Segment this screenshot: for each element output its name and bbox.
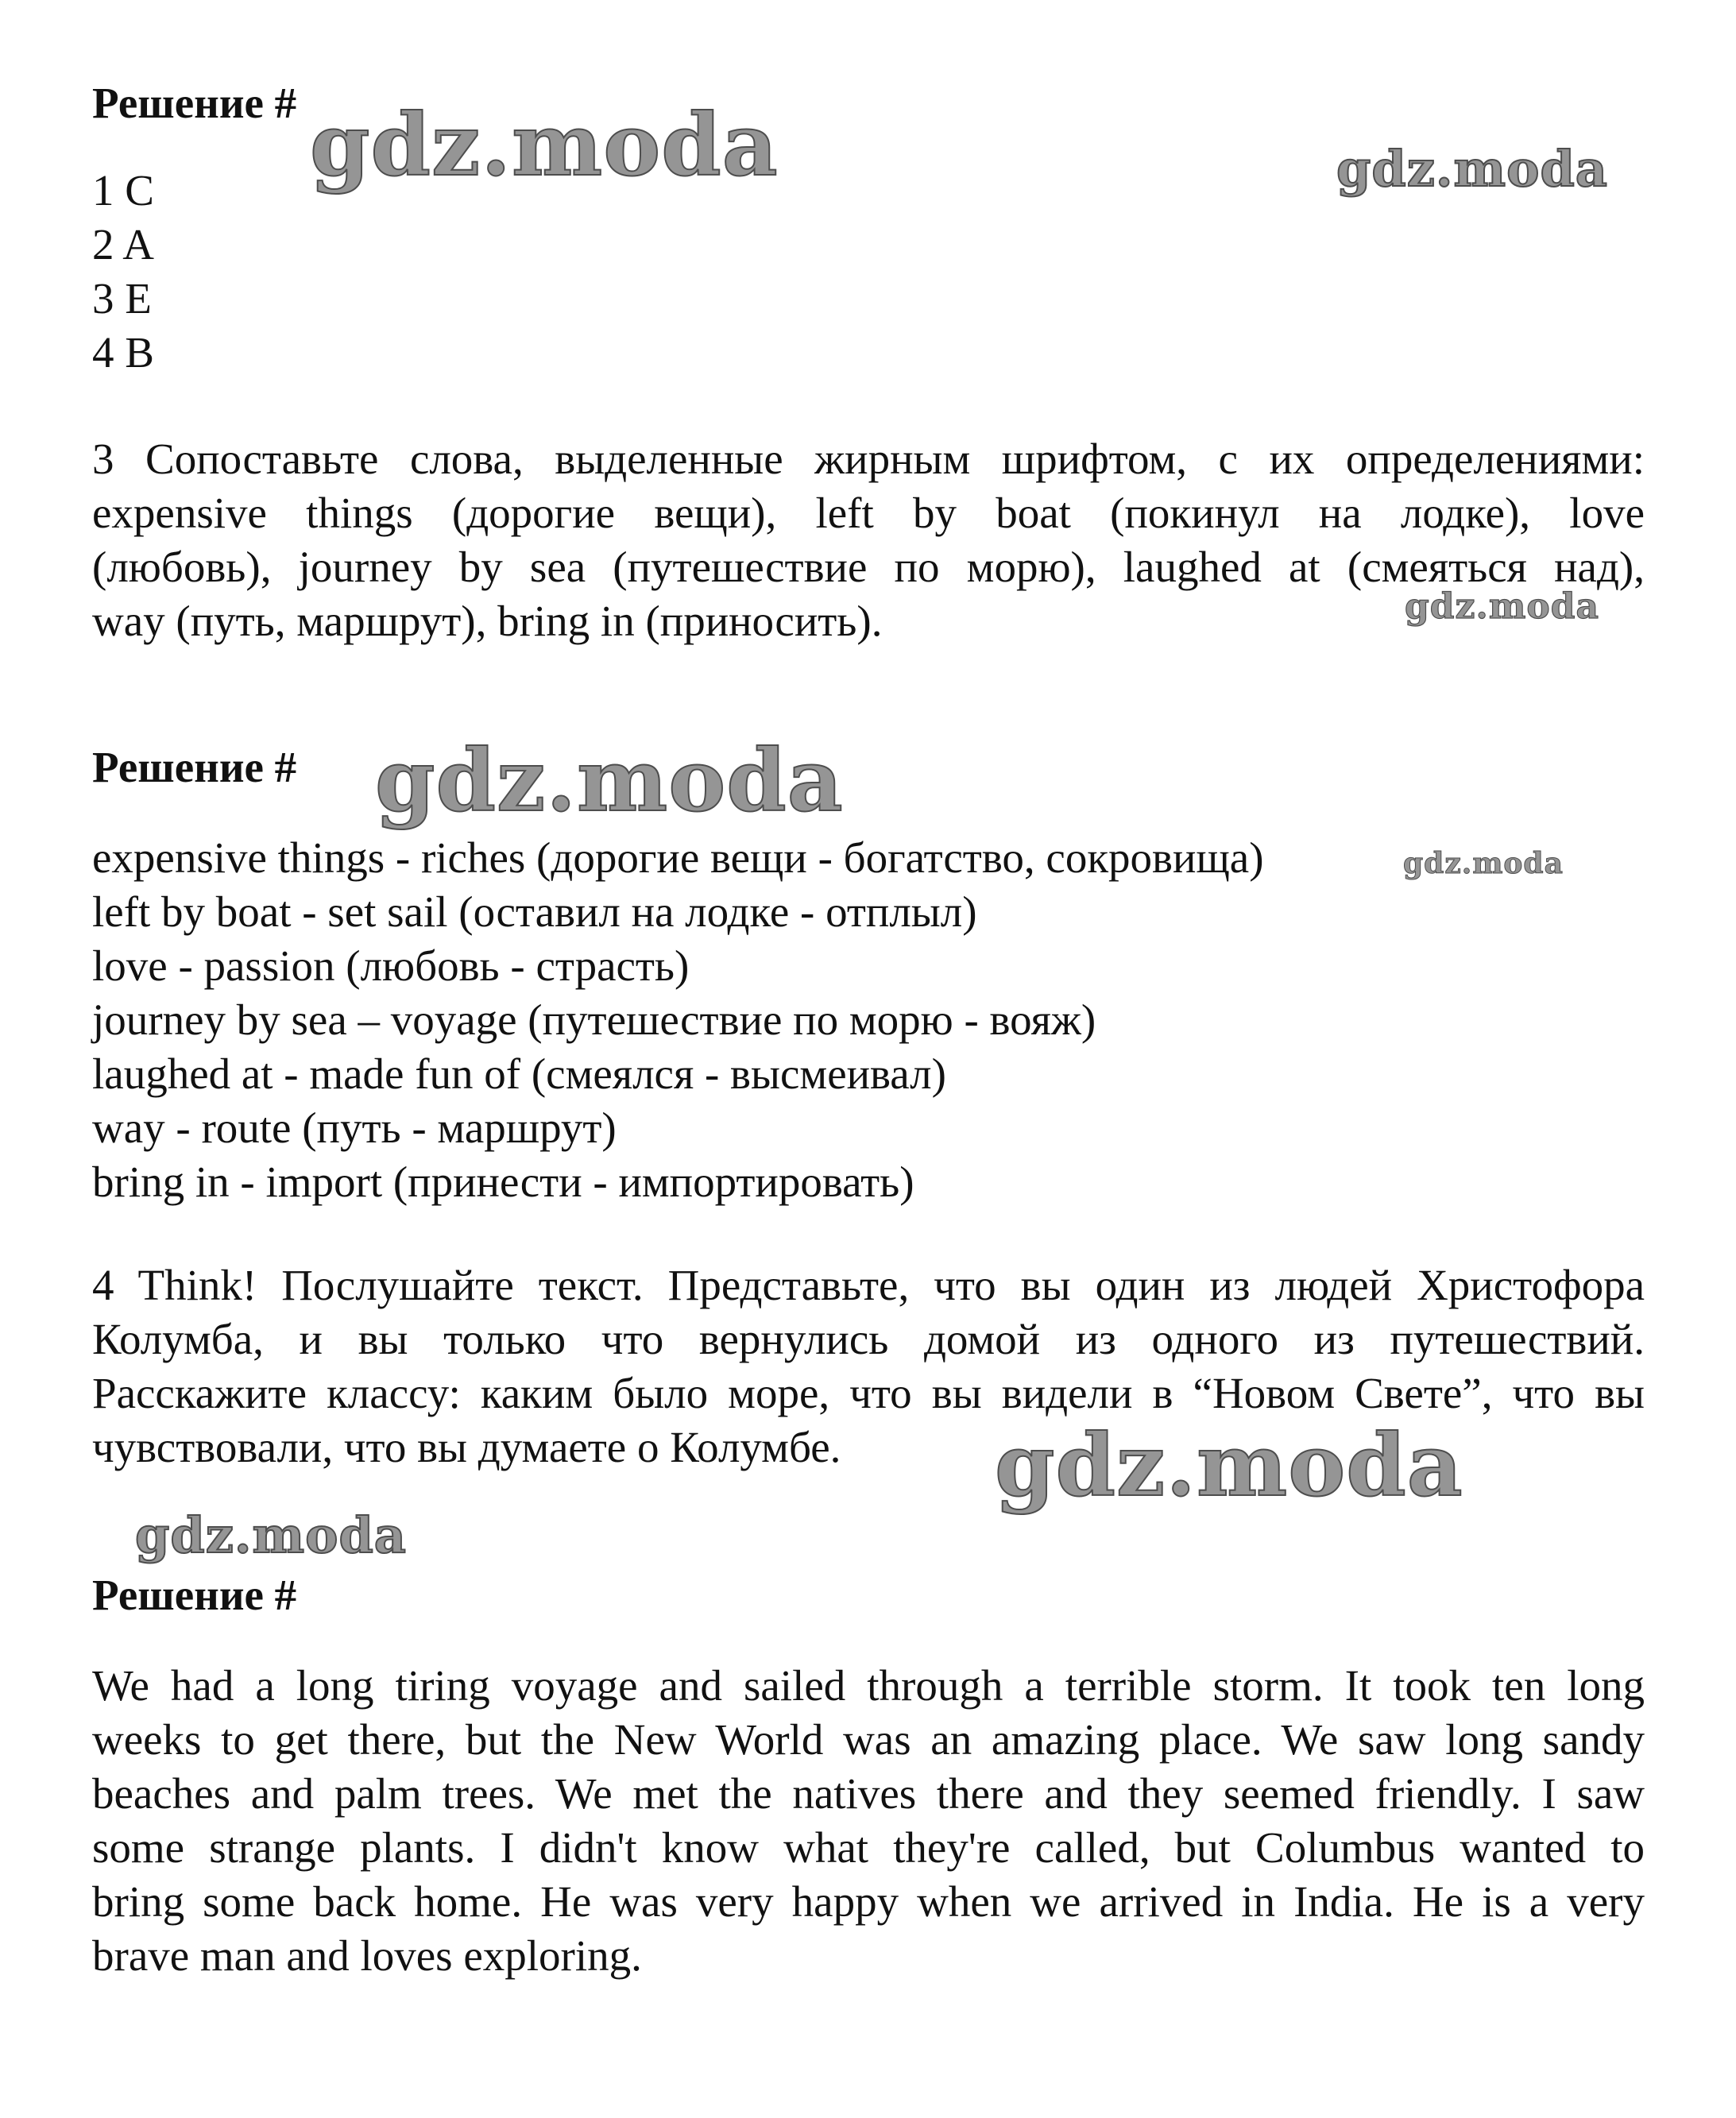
task-4-line: Колумба, и вы только что вернулись домой из одного из путешествий. (92, 1315, 1645, 1363)
match-line: way - route (путь - маршрут) (92, 1103, 617, 1152)
match-line: love - passion (любовь - страсть) (92, 941, 690, 990)
task-4-line: Расскажите классу: каким было море, что вы видели в “Новом Свете”, что вы (92, 1369, 1645, 1417)
task-3-line: 3 Сопоставьте слова, выделенные жирным шрифтом, с их определениями: (92, 435, 1645, 483)
task-4-line: 4 Think! Послушайте текст. Представьте, что вы один из людей Христофора (92, 1261, 1645, 1309)
story-line: brave man and loves exploring. (92, 1931, 642, 1980)
watermark-logo: gdz.moda (1403, 847, 1564, 880)
task-3-line: expensive things (дорогие вещи), left by boat (покинул на лодке), love (92, 489, 1645, 537)
watermark-logo: gdz.moda (1405, 586, 1600, 627)
match-line: left by boat - set sail (оставил на лодке - отплыл) (92, 887, 977, 936)
story-text (92, 1659, 1645, 1983)
solution-3 (92, 1568, 1645, 1622)
match-line: expensive things - riches (дорогие вещи - богатство, сокровища) (92, 833, 1264, 882)
solution-3-heading: Решение # (92, 1571, 297, 1619)
story-line: bring some back home. He was very happy when we arrived in India. He is a very (92, 1877, 1645, 1926)
answer-item: 2 A (92, 220, 154, 269)
watermark-logo: gdz.moda (995, 1416, 1463, 1516)
story-line: some strange plants. I didn't know what they're called, but Columbus wanted to (92, 1823, 1645, 1872)
story-line: beaches and palm trees. We met the natives there and they seemed friendly. I saw (92, 1769, 1645, 1818)
story-line: We had a long tiring voyage and sailed through a terrible storm. It took ten long (92, 1661, 1645, 1710)
word-matches (92, 831, 1645, 1209)
answer-item: 3 E (92, 274, 152, 323)
watermark-logo: gdz.moda (310, 95, 779, 195)
match-line: laughed at - made fun of (смеялся - высмеивал) (92, 1049, 946, 1098)
watermark-logo: gdz.moda (1336, 140, 1608, 198)
match-line: bring in - import (принести - импортировать) (92, 1158, 914, 1206)
task-3-line: (любовь), journey by sea (путешествие по морю), laughed at (смеяться над), (92, 543, 1645, 591)
task-3-line: way (путь, маршрут), bring in (приносить). (92, 597, 883, 645)
watermark-logo: gdz.moda (375, 731, 844, 831)
solution-2-heading: Решение # (92, 743, 297, 791)
story-line: weeks to get there, but the New World was an amazing place. We saw long sandy (92, 1715, 1645, 1764)
solution-1-heading: Решение # (92, 79, 297, 127)
solution-2 (92, 740, 1645, 794)
answer-item: 1 C (92, 166, 154, 215)
watermark-logo: gdz.moda (135, 1506, 407, 1564)
task-4-line: чувствовали, что вы думаете о Колумбе. (92, 1423, 841, 1471)
answer-item: 4 B (92, 328, 154, 377)
match-line: journey by sea – voyage (путешествие по морю - вояж) (92, 995, 1096, 1044)
